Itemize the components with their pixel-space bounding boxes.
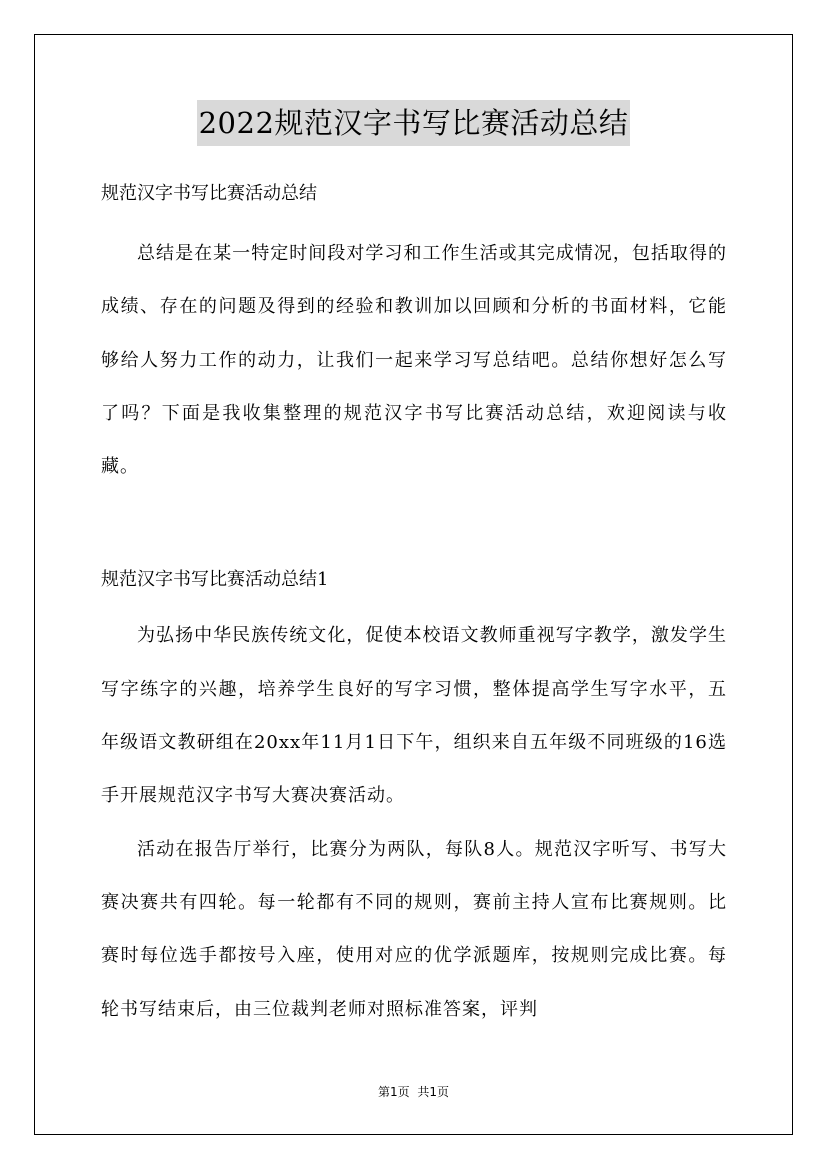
page-footer (0, 1082, 827, 1102)
section1-paragraph-2: 活动在报告厅举行，比赛分为两队，每队8人。规范汉字听写、书写大赛决赛共有四轮。每一轮都有不同的规则，赛前主持人宣布比赛规则。比赛时每位选手都按号入座，使用对应的优学派题库，按规则完成比赛。每轮书写结束后，由三位裁判老师对照标准答案，评判 (101, 838, 727, 1020)
section-gap (101, 493, 727, 559)
section1-heading: 规范汉字书写比赛活动总结1 (101, 569, 329, 591)
page-number-current: 第1页 (378, 1085, 410, 1099)
document-title: 2022规范汉字书写比赛活动总结 (197, 100, 631, 146)
intro-paragraph: 总结是在某一特定时间段对学习和工作生活或其完成情况，包括取得的成绩、存在的问题及得到的经验和教训加以回顾和分析的书面材料，它能够给人努力工作的动力，让我们一起来学习写总结吧。总结你想好怎么写了吗？下面是我收集整理的规范汉字书写比赛活动总结，欢迎阅读与收藏。 (101, 243, 727, 478)
title-wrap (0, 100, 827, 146)
page-number-total: 共1页 (417, 1085, 449, 1099)
document-subtitle: 规范汉字书写比赛活动总结 (101, 183, 317, 204)
section1-paragraph-1: 为弘扬中华民族传统文化，促使本校语文教师重视写字教学，激发学生写字练字的兴趣，培养学生良好的写字习惯，整体提高学生写字水平，五年级语文教研组在20xx年11月1日下午，组织来自五年级不同班级的16选手开展规范汉字书写大赛决赛活动。 (101, 625, 727, 807)
document-body (101, 173, 727, 1036)
